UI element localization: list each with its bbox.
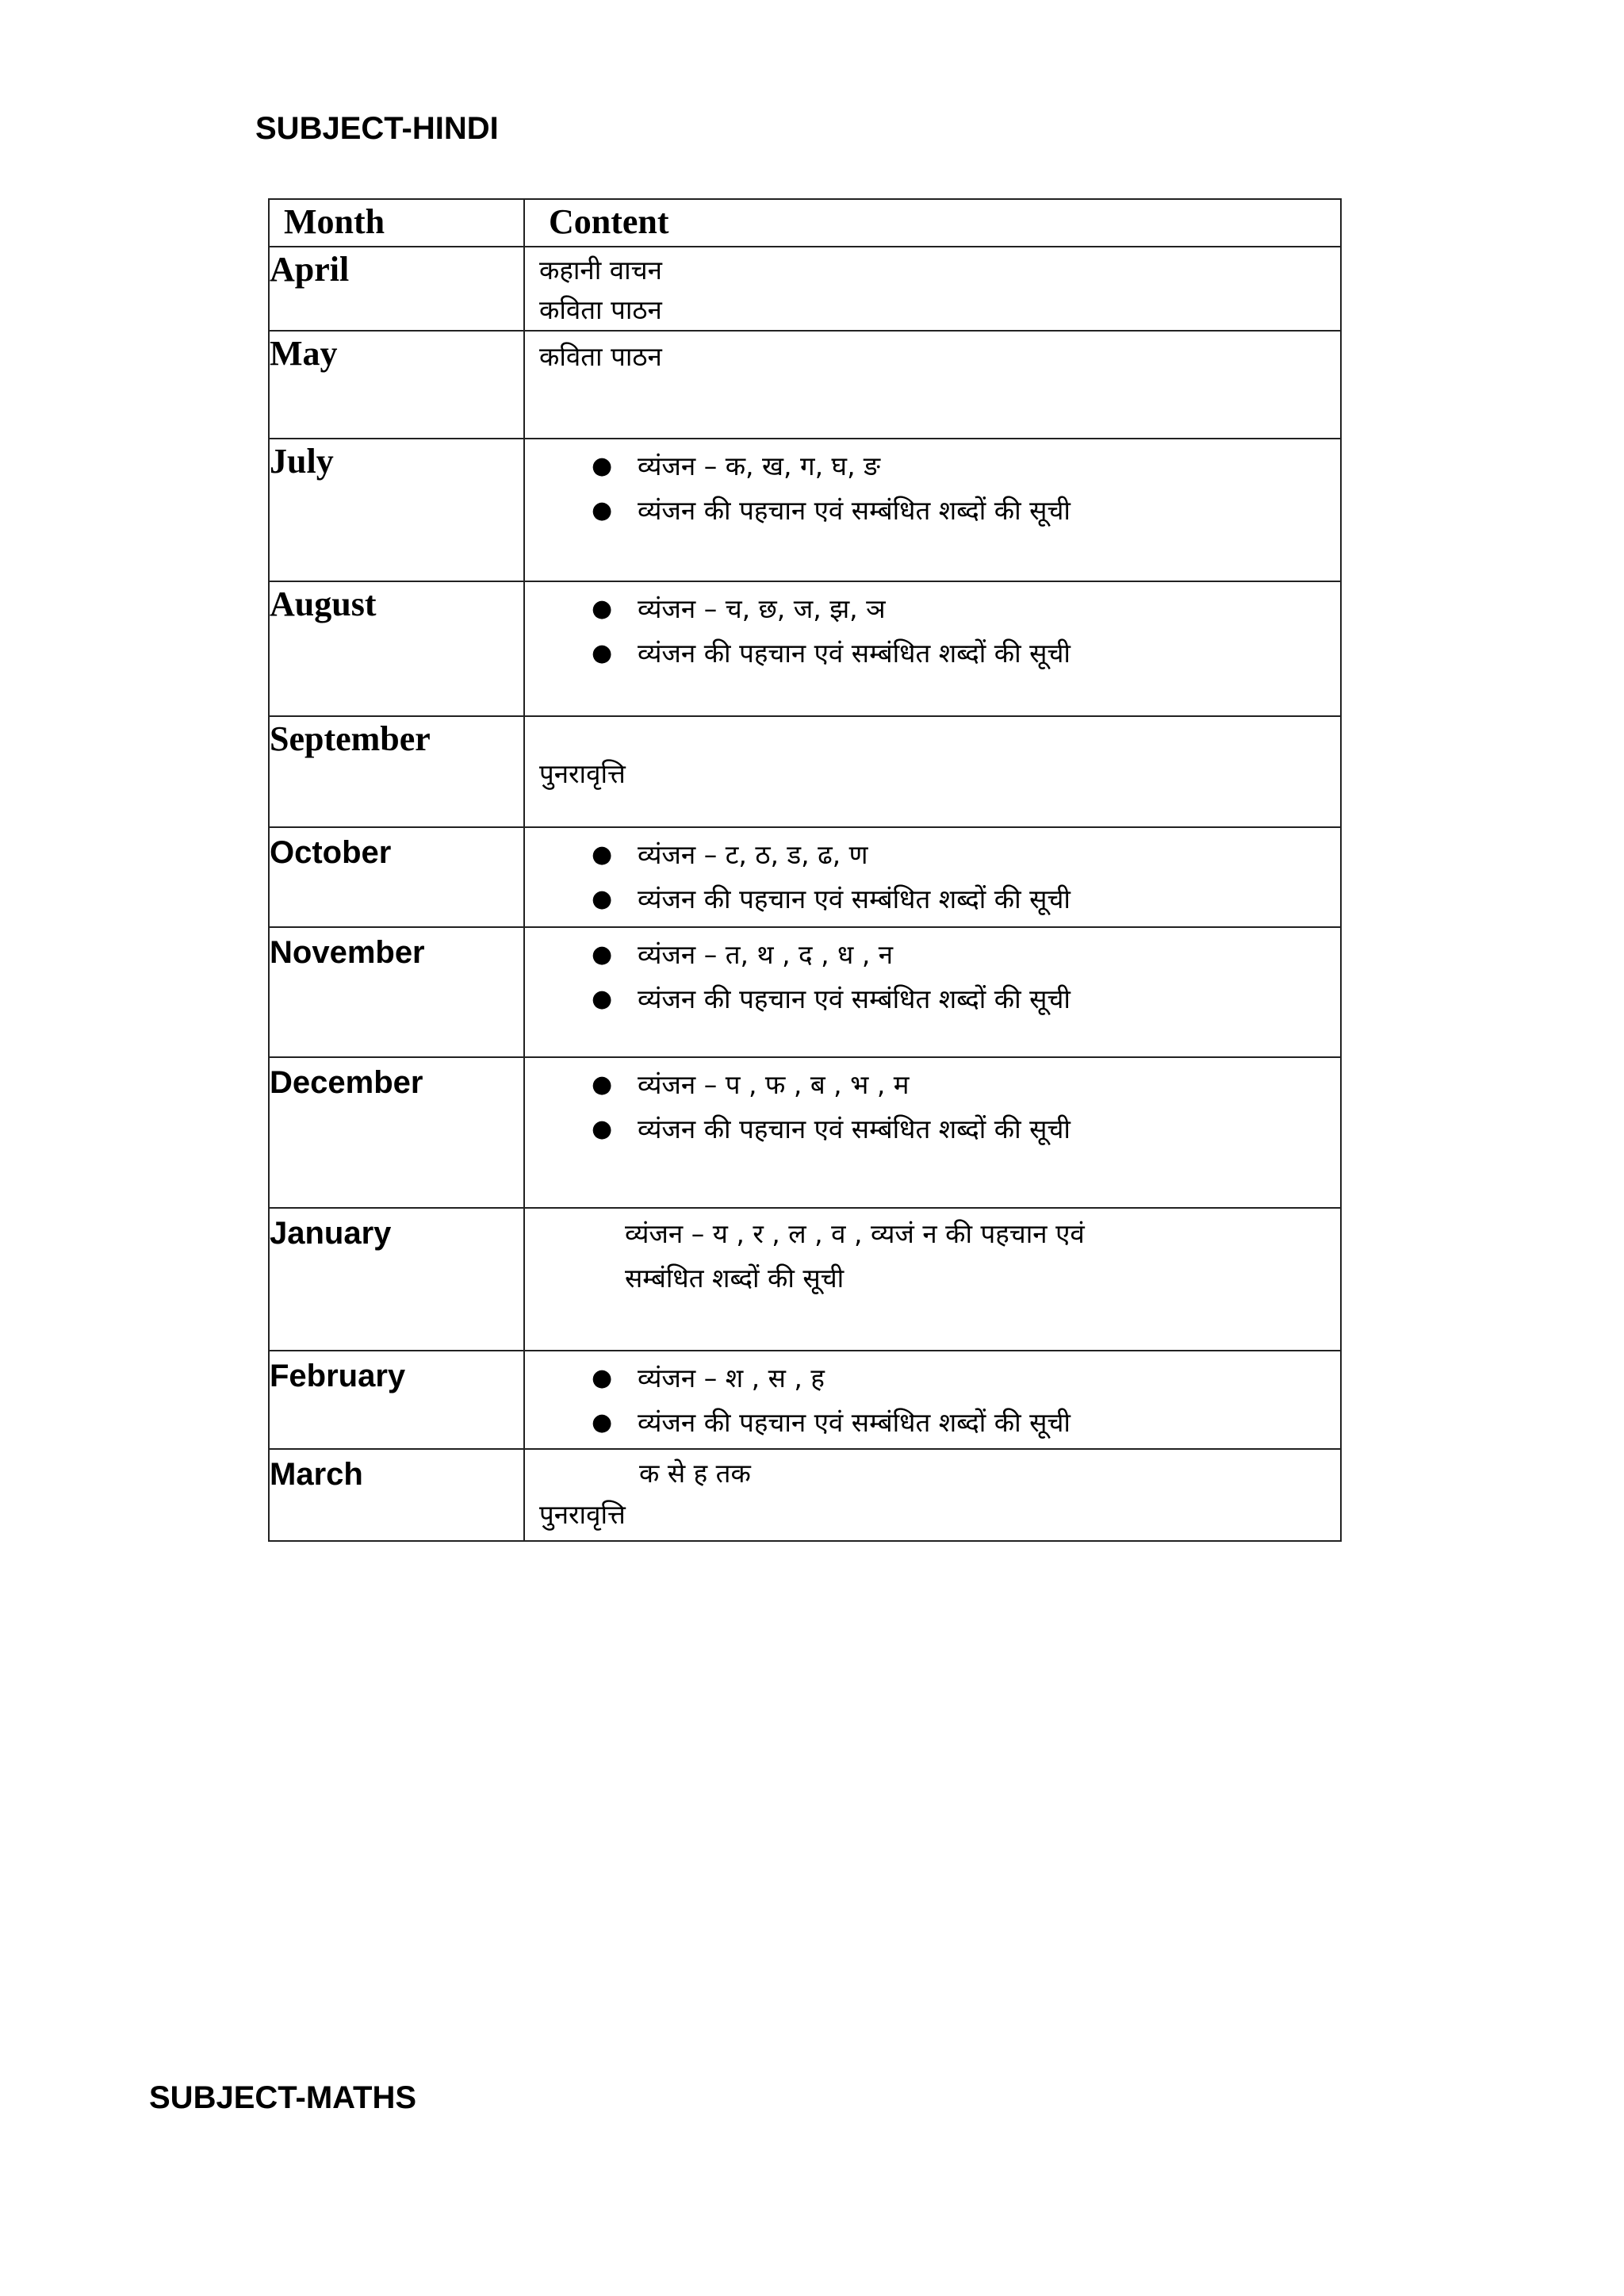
month-cell: May [269, 331, 524, 439]
bullet-icon: ● [592, 639, 613, 667]
bullet-list [525, 444, 1340, 533]
table-header-row [269, 199, 1341, 247]
list-item [525, 1063, 1340, 1107]
month-cell: March [269, 1449, 524, 1541]
list-item [525, 977, 1340, 1022]
content-line: कहानी वाचन [539, 255, 662, 286]
table-row [269, 581, 1341, 716]
bullet-icon: ● [592, 885, 613, 913]
month-cell: February [269, 1351, 524, 1449]
list-item [525, 1401, 1340, 1445]
table-row [269, 827, 1341, 927]
table-row [269, 331, 1341, 439]
bullet-icon: ● [592, 1409, 613, 1436]
list-item-text: व्यंजन की पहचान एवं सम्बंधित शब्दों की सूची [638, 884, 1071, 914]
list-item-text: व्यंजन – च, छ, ज, झ, ञ [638, 593, 886, 624]
bullet-list [525, 933, 1340, 1022]
list-item [525, 444, 1340, 489]
list-item [525, 933, 1340, 977]
bullet-icon: ● [592, 595, 613, 623]
content-cell [524, 247, 1341, 331]
list-item-text: व्यंजन – श , स , ह [638, 1363, 825, 1393]
content-cell [524, 1351, 1341, 1449]
list-item [525, 587, 1340, 631]
content-cell [524, 1449, 1341, 1541]
content-cell [524, 439, 1341, 581]
bullet-icon: ● [592, 985, 613, 1013]
table-row [269, 247, 1341, 331]
content-cell [524, 827, 1341, 927]
content-cell [524, 331, 1341, 439]
content-cell [524, 927, 1341, 1057]
table-row [269, 1057, 1341, 1208]
bullet-icon: ● [592, 1115, 613, 1143]
month-cell: December [269, 1057, 524, 1208]
content-line: कविता पाठन [539, 341, 662, 372]
list-item-text: व्यंजन की पहचान एवं सम्बंधित शब्दों की सूची [638, 983, 1071, 1014]
list-item [525, 1356, 1340, 1401]
table-row [269, 927, 1341, 1057]
content-cell [524, 1208, 1341, 1351]
bullet-list [525, 1356, 1340, 1445]
content-line: व्यंजन – य , र , ल , व , व्यजं न की पहचान एवं [625, 1218, 1085, 1249]
list-item-text: व्यंजन – त, थ , द , ध , न [638, 939, 894, 970]
month-cell: April [269, 247, 524, 331]
bullet-icon: ● [592, 941, 613, 968]
table-row [269, 716, 1341, 827]
bullet-icon: ● [592, 452, 613, 480]
content-cell [524, 581, 1341, 716]
list-item-text: व्यंजन – ट, ठ, ड, ढ, ण [638, 839, 868, 870]
subject-hindi-heading: SUBJECT-HINDI [255, 111, 499, 146]
content-line: सम्बंधित शब्दों की सूची [625, 1263, 845, 1294]
list-item-text: व्यंजन – प , फ , ब , भ , म [638, 1069, 910, 1100]
bullet-icon: ● [592, 496, 613, 524]
content-cell [524, 716, 1341, 827]
content-line: पुनरावृत्ति [539, 1499, 626, 1530]
bullet-list [525, 587, 1340, 676]
list-item [525, 631, 1340, 676]
content-line: पुनरावृत्ति [539, 758, 626, 789]
content-line: क से ह तक [639, 1458, 751, 1489]
content-cell [524, 1057, 1341, 1208]
month-column-header: Month [269, 199, 524, 247]
list-item [525, 833, 1340, 877]
bullet-icon: ● [592, 1364, 613, 1392]
list-item [525, 877, 1340, 922]
list-item-text: व्यंजन की पहचान एवं सम्बंधित शब्दों की सूची [638, 1407, 1071, 1438]
month-cell: October [269, 827, 524, 927]
list-item-text: व्यंजन – क, ख, ग, घ, ङ [638, 450, 881, 481]
table-row [269, 1351, 1341, 1449]
content-column-header: Content [524, 199, 1341, 247]
list-item-text: व्यंजन की पहचान एवं सम्बंधित शब्दों की सूची [638, 495, 1071, 526]
bullet-list [525, 1063, 1340, 1152]
table-row [269, 1449, 1341, 1541]
month-cell: January [269, 1208, 524, 1351]
bullet-list [525, 833, 1340, 922]
table-row [269, 1208, 1341, 1351]
month-cell: August [269, 581, 524, 716]
list-item [525, 489, 1340, 533]
list-item-text: व्यंजन की पहचान एवं सम्बंधित शब्दों की सूची [638, 638, 1071, 669]
list-item-text: व्यंजन की पहचान एवं सम्बंधित शब्दों की सूची [638, 1114, 1071, 1144]
content-line: कविता पाठन [539, 294, 662, 325]
month-cell: July [269, 439, 524, 581]
month-cell: November [269, 927, 524, 1057]
table-row [269, 439, 1341, 581]
subject-maths-heading: SUBJECT-MATHS [149, 2080, 417, 2115]
hindi-syllabus-table [268, 198, 1342, 1542]
bullet-icon: ● [592, 841, 613, 868]
month-cell: September [269, 716, 524, 827]
bullet-icon: ● [592, 1071, 613, 1098]
list-item [525, 1107, 1340, 1152]
